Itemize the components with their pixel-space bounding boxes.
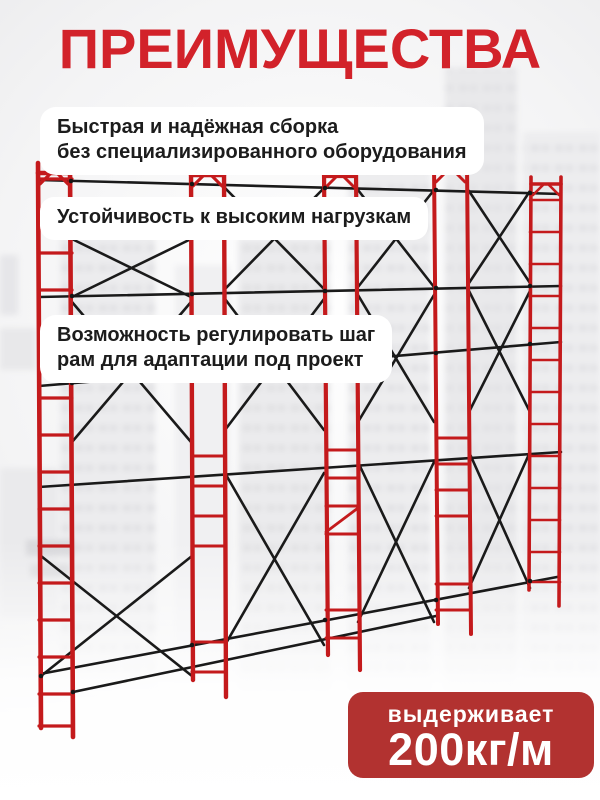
badge-label: выдерживает — [387, 701, 555, 727]
benefit-text-line: Быстрая и надёжная сборка — [57, 116, 339, 138]
capacity-badge — [348, 692, 594, 778]
benefit-card-assembly — [40, 107, 484, 175]
benefit-card-adjustable — [40, 315, 392, 383]
page-title: ПРЕИМУЩЕСТВА — [58, 17, 542, 80]
benefit-card-load — [40, 197, 428, 240]
badge-value: 200кг/м — [388, 724, 554, 775]
benefit-text-line: без специализированного оборудования — [57, 141, 467, 163]
benefit-text-line: Устойчивость к высоким нагрузкам — [57, 206, 412, 228]
benefit-text-line: рам для адаптации под проект — [57, 349, 364, 371]
benefit-text-line: Возможность регулировать шаг — [57, 324, 376, 346]
